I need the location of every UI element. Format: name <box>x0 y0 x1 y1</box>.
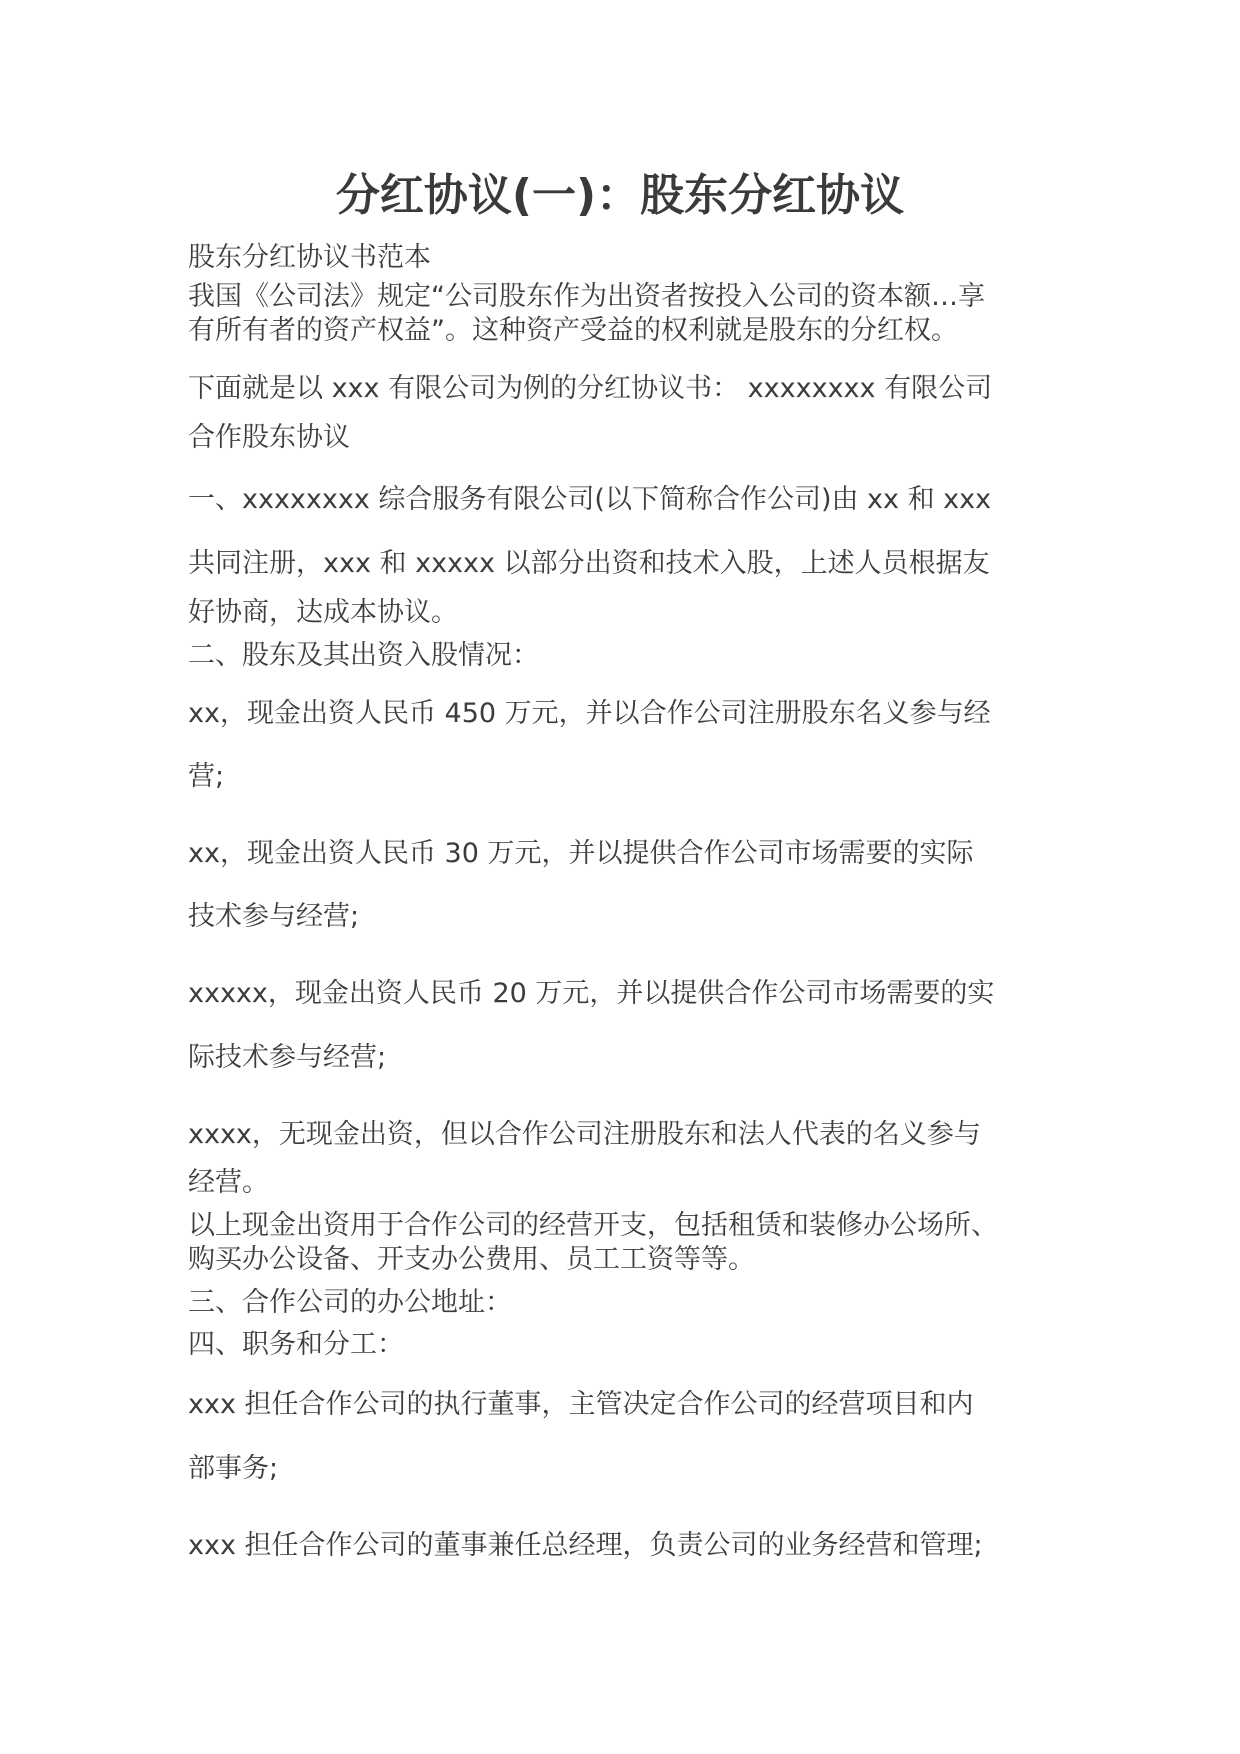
line-shareholder-2a: xx，现金出资人民币 30 万元，并以提供合作公司市场需要的实际 <box>188 838 974 869</box>
line-shareholder-1a: xx，现金出资人民币 450 万元，并以合作公司注册股东名义参与经 <box>188 698 991 729</box>
line-section-4-heading: 四、职务和分工： <box>188 1329 404 1360</box>
line-section-3-heading: 三、合作公司的办公地址： <box>188 1287 512 1318</box>
line-shareholder-3a: xxxxx，现金出资人民币 20 万元，并以提供合作公司市场需要的实 <box>188 978 995 1009</box>
line-capital-use-1: 以上现金出资用于合作公司的经营开支，包括租赁和装修办公场所、 <box>188 1210 998 1241</box>
line-section-2-heading: 二、股东及其出资入股情况： <box>188 640 539 671</box>
line-capital-use-2: 购买办公设备、开支办公费用、员工工资等等。 <box>188 1244 755 1275</box>
line-duty-2: xxx 担任合作公司的董事兼任总经理，负责公司的业务经营和管理; <box>188 1530 983 1561</box>
line-shareholder-1b: 营; <box>188 761 225 792</box>
line-shareholder-3b: 际技术参与经营; <box>188 1042 387 1073</box>
line-section-1a: 一、xxxxxxxx 综合服务有限公司(以下简称合作公司)由 xx 和 xxx <box>188 484 992 515</box>
line-duty-1b: 部事务; <box>188 1453 279 1484</box>
line-section-1c: 好协商，达成本协议。 <box>188 597 458 628</box>
line-duty-1a: xxx 担任合作公司的执行董事，主管决定合作公司的经营项目和内 <box>188 1389 974 1420</box>
line-section-1b: 共同注册，xxx 和 xxxxx 以部分出资和技术入股，上述人员根据友 <box>188 548 990 579</box>
line-intro-1: 我国《公司法》规定“公司股东作为出资者按投入公司的资本额…享 <box>188 281 985 312</box>
document-title: 分红协议(一)：股东分红协议 <box>335 170 905 221</box>
line-subtitle: 股东分红协议书范本 <box>188 242 431 273</box>
line-agreement-heading: 合作股东协议 <box>188 422 350 453</box>
line-example: 下面就是以 xxx 有限公司为例的分红协议书： xxxxxxxx 有限公司 <box>188 373 993 404</box>
line-shareholder-2b: 技术参与经营; <box>188 901 360 932</box>
line-shareholder-4b: 经营。 <box>188 1167 269 1198</box>
line-shareholder-4a: xxxx，无现金出资，但以合作公司注册股东和法人代表的名义参与 <box>188 1119 981 1150</box>
line-intro-2: 有所有者的资产权益”。这种资产受益的权利就是股东的分红权。 <box>188 315 958 346</box>
